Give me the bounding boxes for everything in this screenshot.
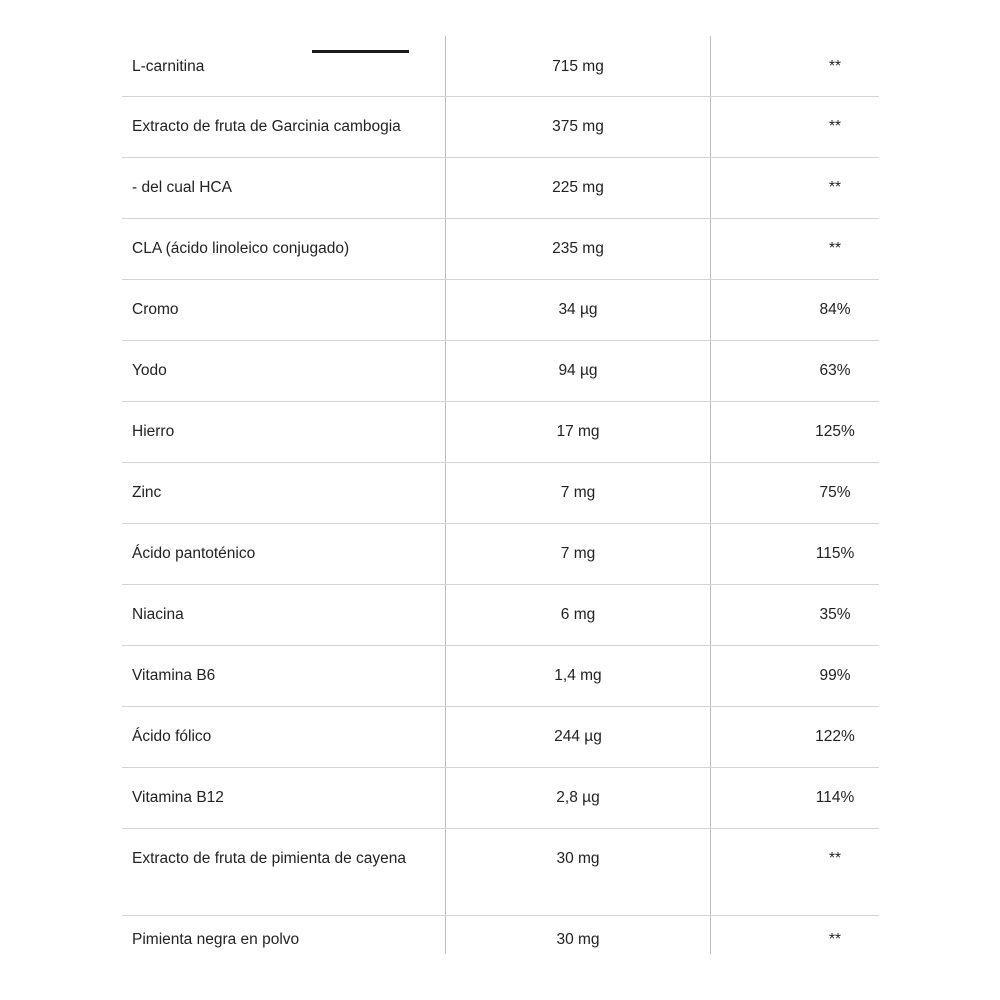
ingredient-daily-value: ** [711,829,880,916]
table-row [122,97,879,158]
table-row [122,916,879,955]
ingredient-name: Extracto de fruta de pimienta de cayena [122,829,446,916]
ingredient-amount: 30 mg [446,916,711,955]
ingredient-daily-value: 84% [711,280,880,341]
ingredient-daily-value: ** [711,158,880,219]
table-row [122,585,879,646]
table-row [122,402,879,463]
ingredient-amount: 6 mg [446,585,711,646]
ingredient-daily-value: 63% [711,341,880,402]
ingredient-daily-value: 35% [711,585,880,646]
ingredient-name: Ácido pantoténico [122,524,446,585]
table-row [122,158,879,219]
ingredient-name: Extracto de fruta de Garcinia cambogia [122,97,446,158]
ingredient-amount: 1,4 mg [446,646,711,707]
table-row [122,341,879,402]
ingredient-name: Ácido fólico [122,707,446,768]
ingredient-daily-value: ** [711,219,880,280]
ingredient-name: Yodo [122,341,446,402]
ingredient-amount: 244 µg [446,707,711,768]
ingredient-name: Hierro [122,402,446,463]
table-row [122,707,879,768]
table-row [122,524,879,585]
ingredient-amount: 7 mg [446,463,711,524]
ingredient-name: Vitamina B6 [122,646,446,707]
ingredient-daily-value: ** [711,97,880,158]
table-row [122,829,879,916]
ingredient-amount: 17 mg [446,402,711,463]
ingredient-name: CLA (ácido linoleico conjugado) [122,219,446,280]
ingredient-amount: 2,8 µg [446,768,711,829]
table-row [122,463,879,524]
ingredient-daily-value: 122% [711,707,880,768]
ingredient-daily-value: 115% [711,524,880,585]
ingredient-amount: 235 mg [446,219,711,280]
ingredient-name: Cromo [122,280,446,341]
nutrition-table [122,36,879,954]
ingredient-amount: 375 mg [446,97,711,158]
table-row [122,219,879,280]
ingredient-name: Pimienta negra en polvo [122,916,446,955]
table-row [122,646,879,707]
table-row [122,36,879,97]
table-row [122,280,879,341]
ingredient-amount: 94 µg [446,341,711,402]
ingredient-daily-value: 99% [711,646,880,707]
ingredient-amount: 7 mg [446,524,711,585]
ingredient-name: - del cual HCA [122,158,446,219]
ingredient-amount: 34 µg [446,280,711,341]
ingredient-daily-value: ** [828,931,842,948]
ingredient-name: Vitamina B12 [122,768,446,829]
ingredient-name: Niacina [122,585,446,646]
ingredient-daily-value: 75% [711,463,880,524]
ingredient-amount: 225 mg [446,158,711,219]
ingredient-daily-value: 114% [711,768,880,829]
ingredient-daily-value: ** [711,36,880,97]
ingredient-name: L-carnitina [122,36,446,97]
ingredient-amount: 30 mg [446,829,711,916]
ingredient-amount: 715 mg [446,36,711,97]
ingredient-name: Zinc [122,463,446,524]
ingredient-daily-value: 125% [711,402,880,463]
table-row [122,768,879,829]
